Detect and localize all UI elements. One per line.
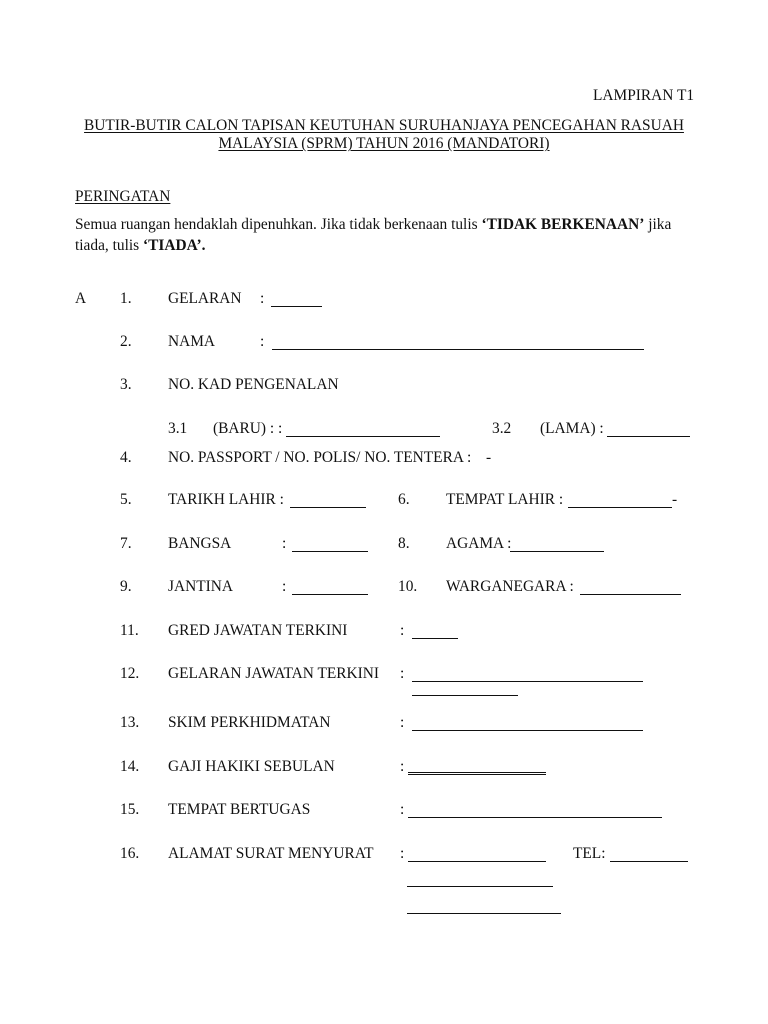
field-blank-baru	[286, 436, 440, 437]
field-blank-tempat-lahir	[568, 507, 672, 508]
item-number: 13.	[120, 714, 140, 731]
field-colon: :	[260, 333, 265, 350]
field-colon: :	[400, 801, 405, 818]
notice-heading: PERINGATAN	[75, 188, 171, 205]
field-blank-warganegara	[580, 594, 681, 595]
field-blank-jantina	[292, 594, 368, 595]
item-number: 8.	[398, 535, 410, 552]
field-label-gelaran-jawatan: GELARAN JAWATAN TERKINI	[168, 665, 379, 682]
item-14-row	[0, 758, 768, 782]
field-label-alamat: ALAMAT SURAT MENYURAT	[168, 845, 374, 862]
item-16-row	[0, 845, 768, 869]
item-number: 14.	[120, 758, 140, 775]
item-12-row	[0, 665, 768, 689]
title-line-2: MALAYSIA (SPRM) TAHUN 2016 (MANDATORI)	[218, 135, 550, 152]
field-label-lama: (LAMA) :	[540, 420, 604, 437]
field-label-tel: TEL:	[573, 845, 606, 862]
field-colon: :	[282, 578, 287, 595]
field-blank-gaji	[408, 772, 546, 775]
item-4-row	[0, 449, 768, 473]
field-label-warganegara: WARGANEGARA :	[446, 578, 574, 595]
field-label-gred-jawatan: GRED JAWATAN TERKINI	[168, 622, 348, 639]
annex-label: LAMPIRAN T1	[593, 87, 695, 104]
sub-item-number: 3.2	[492, 420, 512, 437]
field-label-agama: AGAMA :	[446, 535, 512, 552]
item-number: 5.	[120, 491, 132, 508]
field-label-gelaran: GELARAN	[168, 290, 242, 307]
item-number: 6.	[398, 491, 410, 508]
item-7-8-row	[0, 535, 768, 559]
field-label-passport: NO. PASSPORT / NO. POLIS/ NO. TENTERA :	[168, 449, 472, 466]
section-label: A	[75, 290, 87, 307]
field-label-jantina: JANTINA	[168, 578, 233, 595]
item-number: 3.	[120, 376, 132, 393]
field-blank-nama	[272, 349, 644, 350]
field-label-tarikh-lahir: TARIKH LAHIR :	[168, 491, 284, 508]
field-blank-gelaran	[271, 306, 322, 307]
sub-item-number: 3.1	[168, 420, 188, 437]
field-label-kad-pengenalan: NO. KAD PENGENALAN	[168, 376, 339, 393]
item-number: 7.	[120, 535, 132, 552]
item-number: 2.	[120, 333, 132, 350]
item-11-row	[0, 622, 768, 646]
field-blank-alamat-line-3	[407, 913, 561, 914]
field-blank-alamat-line-2	[407, 886, 553, 887]
field-blank-alamat	[408, 861, 546, 862]
item-number: 4.	[120, 449, 132, 466]
title-line-1: BUTIR-BUTIR CALON TAPISAN KEUTUHAN SURUHANJAYA PENCEGAHAN RASUAH	[84, 117, 684, 134]
field-value-dash: -	[672, 491, 678, 508]
notice-line-1	[75, 216, 671, 234]
field-colon: :	[400, 845, 405, 862]
item-number: 1.	[120, 290, 132, 307]
field-blank-tempat-bertugas	[408, 817, 662, 818]
item-3-row	[0, 376, 768, 400]
field-colon: :	[400, 665, 405, 682]
item-number: 10.	[398, 578, 418, 595]
item-3-sub-row	[0, 420, 768, 444]
notice-line-1-bold: ‘TIDAK BERKENAAN’	[481, 216, 645, 233]
notice-line-1-text: Semua ruangan hendaklah dipenuhkan. Jika tidak berkenaan tulis	[75, 216, 482, 233]
notice-line-1-tail: jika	[644, 216, 672, 233]
field-label-skim: SKIM PERKHIDMATAN	[168, 714, 331, 731]
field-label-nama: NAMA	[168, 333, 216, 350]
field-blank-bangsa	[292, 551, 368, 552]
item-9-10-row	[0, 578, 768, 602]
field-blank-skim	[412, 730, 643, 731]
item-number: 15.	[120, 801, 140, 818]
field-blank-gred-jawatan	[412, 638, 458, 639]
field-label-bangsa: BANGSA	[168, 535, 232, 552]
field-label-baru: (BARU) : :	[213, 420, 283, 437]
field-label-tempat-bertugas: TEMPAT BERTUGAS	[168, 801, 311, 818]
item-number: 12.	[120, 665, 140, 682]
field-blank-gelaran-jawatan	[412, 681, 643, 682]
field-colon: :	[282, 535, 287, 552]
item-2-row	[0, 333, 768, 357]
item-5-6-row	[0, 491, 768, 515]
field-blank-tarikh-lahir	[290, 507, 366, 508]
notice-line-2	[75, 237, 206, 255]
field-colon: :	[400, 622, 405, 639]
item-1-row	[0, 290, 768, 314]
field-blank-tel	[610, 861, 688, 862]
item-number: 9.	[120, 578, 132, 595]
notice-line-2-text: tiada, tulis	[75, 237, 143, 254]
item-number: 16.	[120, 845, 140, 862]
field-label-tempat-lahir: TEMPAT LAHIR :	[446, 491, 564, 508]
field-blank-gelaran-jawatan-line-2	[412, 695, 518, 696]
item-15-row	[0, 801, 768, 825]
notice-line-2-bold: ‘TIADA’.	[142, 237, 206, 254]
field-colon: :	[260, 290, 265, 307]
field-value-dash: -	[486, 449, 492, 466]
field-blank-agama	[510, 551, 604, 552]
item-number: 11.	[120, 622, 139, 639]
field-colon: :	[400, 758, 405, 775]
field-label-gaji: GAJI HAKIKI SEBULAN	[168, 758, 335, 775]
field-blank-lama	[607, 436, 690, 437]
field-colon: :	[400, 714, 405, 731]
item-13-row	[0, 714, 768, 738]
